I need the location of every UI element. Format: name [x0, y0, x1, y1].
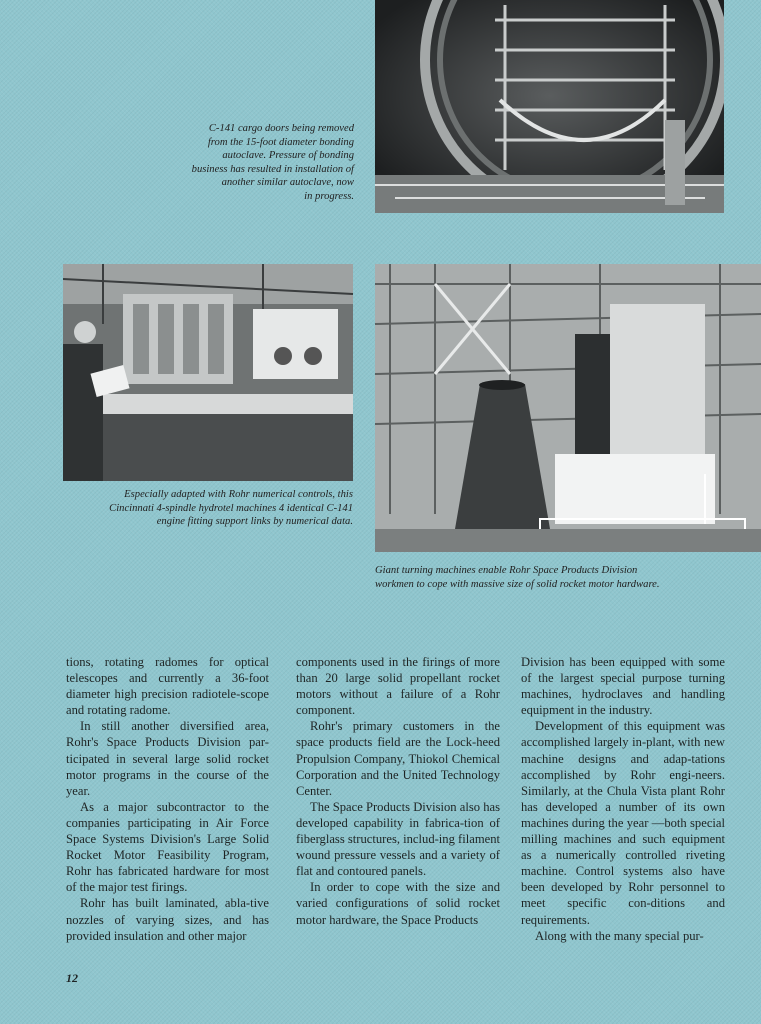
caption-line: in progress. — [304, 190, 354, 202]
caption-line: Especially adapted with Rohr numerical controls, this — [124, 489, 353, 500]
hydrotel-caption — [63, 488, 353, 529]
page-number: 12 — [66, 971, 78, 985]
autoclave-photo — [375, 0, 724, 213]
caption-line: Giant turning machines enable Rohr Space Products Division — [375, 565, 638, 576]
body-column-middle — [296, 654, 500, 928]
caption-line: business has resulted in installation of — [191, 163, 354, 175]
caption-line: engine fitting support links by numerical data. — [156, 516, 353, 528]
caption-line: C-141 cargo doors being removed — [208, 123, 354, 134]
paragraph: Division has been equipped with some of the largest special purpose turning machines, hydroclaves and handling equipment in the industry. — [521, 655, 725, 718]
paragraph: Development of this equipment was accomplished largely in-plant, with new machine designs and adap-tations accomplished by Rohr engi-neers. Similarly, at the Chula Vista plant Rohr has developed a number of its own machines during the year —both special milling machines and such equipment as a numerically controlled riveting machine. Control systems also have been developed by Rohr personnel to meet specific con-ditions and requirements. — [521, 719, 725, 927]
body-column-right — [521, 654, 725, 944]
turning-machine-photo — [375, 264, 761, 552]
caption-line: from the 15-foot diameter bonding — [207, 136, 354, 148]
turning-machine-caption — [375, 564, 761, 591]
paragraph: Rohr's primary customers in the space products field are the Lock-heed Propulsion Company, Thiokol Chemical Corporation and the United Technology Center. — [296, 719, 500, 798]
paragraph: components used in the firings of more than 20 large solid propellant rocket motors without a failure of a Rohr component. — [296, 655, 500, 718]
caption-line: another similar autoclave, now — [221, 177, 354, 189]
paragraph: Along with the many special pur- — [535, 928, 704, 943]
body-column-left — [66, 654, 269, 944]
autoclave-caption — [150, 122, 354, 204]
paragraph: As a major subcontractor to the companies participating in Air Force Space Systems Division's Large Solid Rocket Motor Feasibility Program, Rohr has fabricated hardware for most of the major test firings. — [66, 799, 269, 895]
paragraph: In still another diversified area, Rohr's Space Products Division par-ticipated in several large solid rocket motor programs in the course of the year. — [66, 719, 269, 798]
hydrotel-photo — [63, 264, 353, 481]
paragraph: Rohr has built laminated, abla-tive nozzles of varying sizes, and has provided insulation and other major — [66, 896, 269, 943]
caption-line: workmen to cope with massive size of solid rocket motor hardware. — [375, 578, 660, 590]
paragraph: tions, rotating radomes for optical telescopes and currently a 36-foot diameter high precision radiotele-scope and rotating radome. — [66, 655, 269, 718]
paragraph: In order to cope with the size and varied configurations of solid rocket motor hardware, the Space Products — [296, 880, 500, 927]
paragraph: The Space Products Division also has developed capability in fabrica-tion of fiberglass structures, includ-ing filament wound pressure vessels and a variety of flat and contoured panels. — [296, 799, 501, 879]
caption-line: Cincinnati 4-spindle hydrotel machines 4 identical C-141 — [109, 502, 353, 514]
caption-line: autoclave. Pressure of bonding — [222, 150, 354, 162]
